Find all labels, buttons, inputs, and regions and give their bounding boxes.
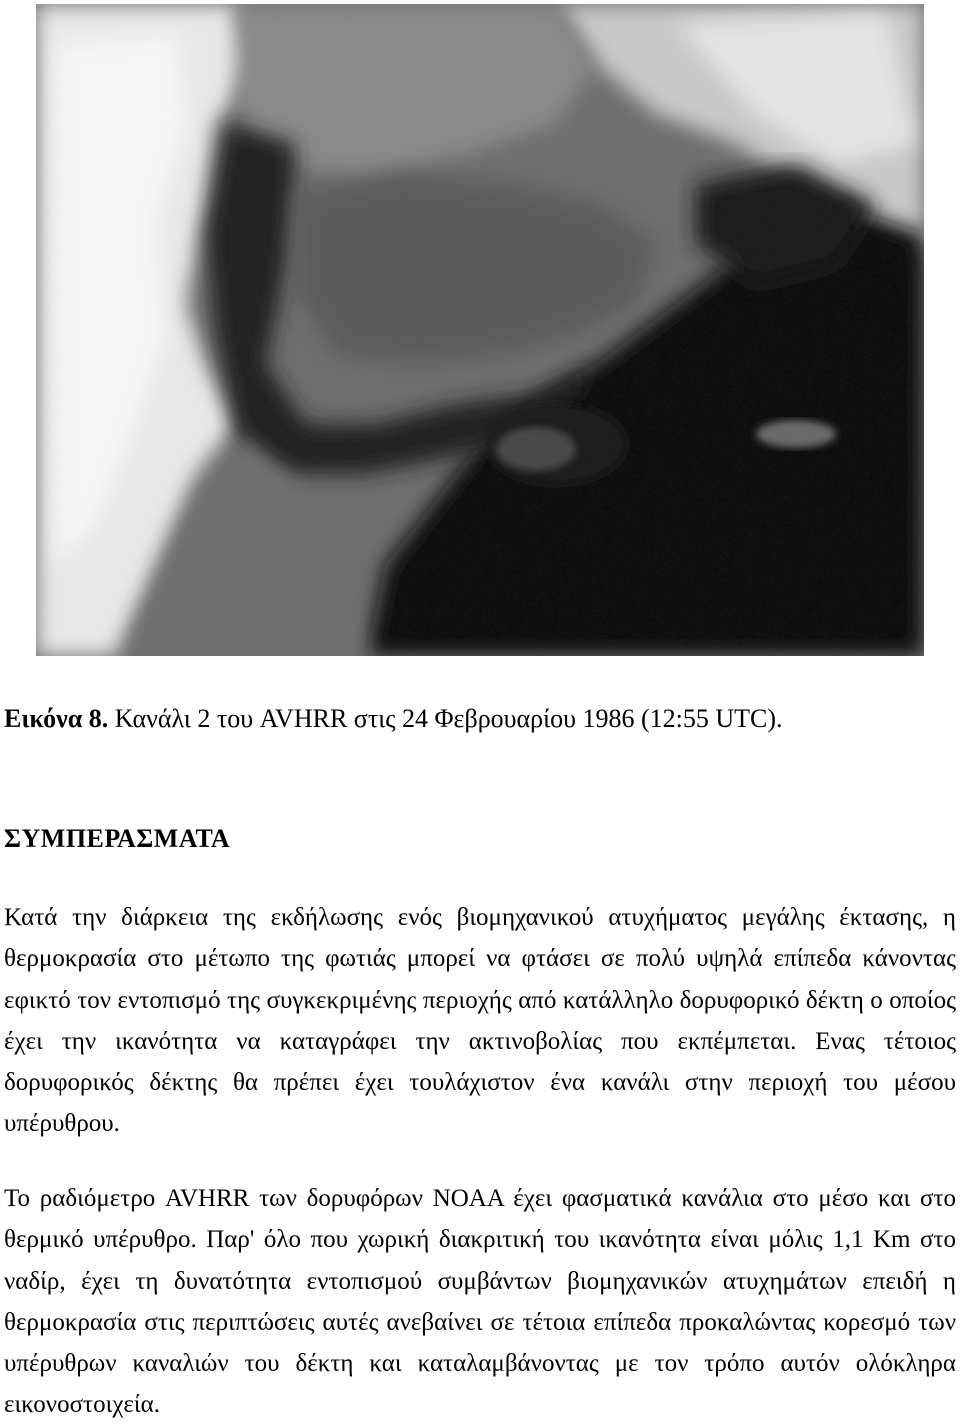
paragraph: Κατά την διάρκεια της εκδήλωσης ενός βιομηχανικού ατυχήματος μεγάλης έκτασης, η θερμοκρασία στο μέτωπο της φωτιάς μπορεί να φτάσει σε πολύ υψηλά επίπεδα κάνοντας εφικτό τον εντοπισμό της συγκεκριμένης περιοχής από κατάλληλο δορυφορικό δέκτη ο οποίος έχει την ικανότητα να καταγράφει την ακτινοβολίας που εκπέμπεται. Ενας τέτοιος δορυφορικός δέκτης θα πρέπει έχει τουλάχιστον ένα κανάλι στην περιοχή του μέσου υπέρυθρου. <box>4 904 956 1138</box>
figure-caption-text: Κανάλι 2 του AVHRR στις 24 Φεβρουαρίου 1986 (12:55 UTC). <box>108 704 783 733</box>
paragraph: Το ραδιόμετρο AVHRR των δορυφόρων NOAA έχει φασματικά κανάλια στο μέσο και στο θερμικό υπέρυθρο. Παρ' όλο που χωρική διακριτική του ικανότητα είναι μόλις 1,1 Km στο ναδίρ, έχει τη δυνατότητα εντοπισμού συμβάντων βιομηχανικών ατυχημάτων επειδή η θερμοκρασία στις περιπτώσεις αυτές ανεβαίνει σε τέτοια επίπεδα προκαλώντας κορεσμό των υπέρυθρων καναλιών του δέκτη και καταλαμβάνοντας με τον τρόπο αυτόν ολόκληρα εικονοστοιχεία. <box>4 1185 956 1419</box>
figure-caption-label: Εικόνα 8. <box>4 704 109 733</box>
figure-caption <box>4 699 944 739</box>
satellite-image <box>36 4 924 656</box>
section-heading: ΣΥΜΠΕΡΑΣΜΑΤΑ <box>4 824 231 853</box>
